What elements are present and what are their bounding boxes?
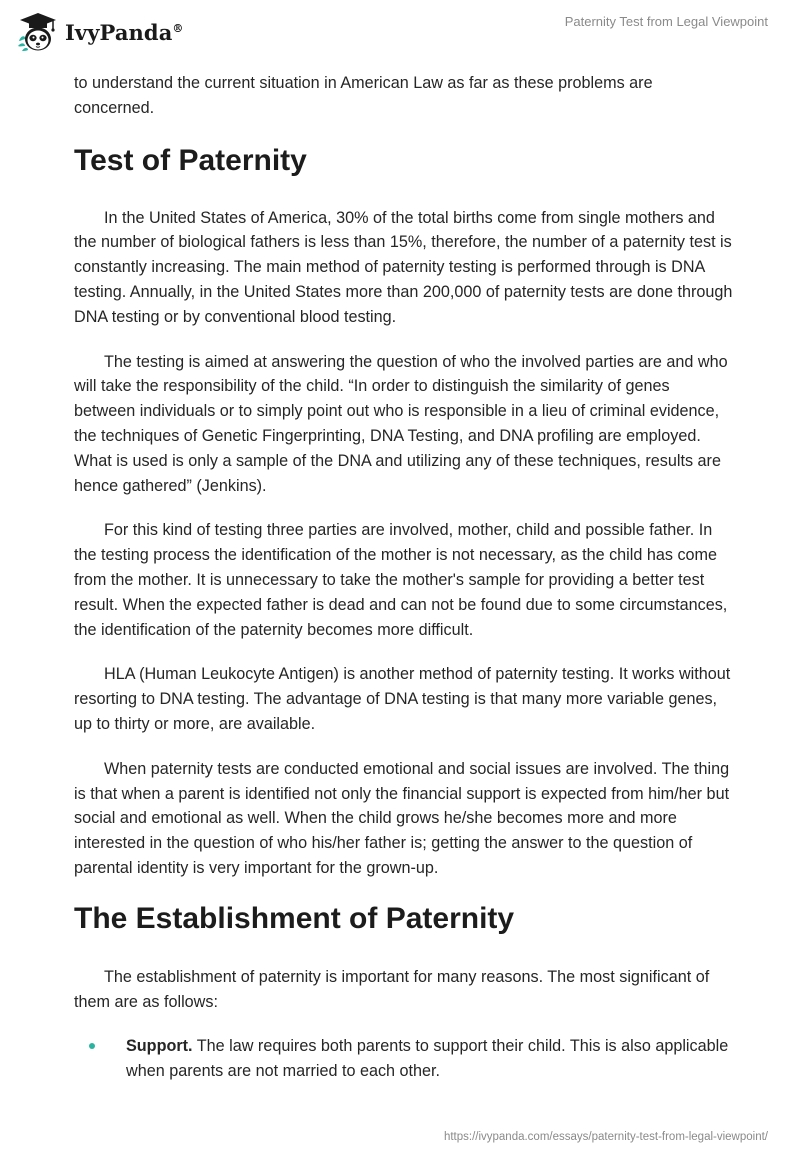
ivypanda-logo[interactable] [16, 11, 184, 53]
logo-text: IvyPanda® [65, 19, 184, 45]
section-heading-establishment-of-paternity: The Establishment of Paternity [74, 901, 515, 935]
header-page-title: Paternity Test from Legal Viewpoint [564, 14, 768, 29]
paragraph: In the United States of America, 30% of the total births come from single mothers and the number of biological fathers is less than 15%, therefore, the number of a paternity test is constantly increasing. The main method of paternity testing is performed through is DNA testing. Annually, in the United States more than 200,000 of paternity tests are done through DNA testing or by conventional blood testing. [74, 208, 733, 326]
intro-fragment-paragraph: to understand the current situation in American Law as far as these problems are concerned. [74, 74, 653, 117]
reasons-list [74, 1034, 734, 1084]
bullet-term: Support. [126, 1037, 193, 1056]
paragraph: HLA (Human Leukocyte Antigen) is another method of paternity testing. It works without resorting to DNA testing. The advantage of DNA testing is that many more variable genes, up to thirty or more, are available. [74, 665, 731, 733]
page-header [0, 0, 800, 64]
essay-content [74, 71, 734, 1084]
panda-graduate-icon [16, 11, 60, 53]
list-item [74, 1034, 734, 1084]
footer-source-url[interactable]: https://ivypanda.com/essays/paternity-test-from-legal-viewpoint/ [443, 1131, 768, 1143]
paragraph: The testing is aimed at answering the question of who the involved parties are and who will take the responsibility of the child. “In order to distinguish the similarity of genes between individuals or to simply point out who is responsible in a lieu of criminal evidence, the techniques of Genetic Fingerprinting, DNA Testing, and DNA profiling are employed. What is used is only a sample of the DNA and utilizing any of these techniques, results are hence gathered” (Jenkins). [74, 352, 728, 495]
paragraph: The establishment of paternity is important for many reasons. The most significant of them are as follows: [74, 967, 710, 1011]
section-heading-test-of-paternity: Test of Paternity [74, 143, 307, 177]
paragraph: When paternity tests are conducted emotional and social issues are involved. The thing is that when a parent is identified not only the financial support is expected from him/her but social and emotional as well. When the child grows he/she becomes more and more interested in the question of who his/her father is; getting the answer to the question of parental identity is very important for the grown-up. [74, 759, 730, 877]
bullet-text: The law requires both parents to support their child. This is also applicable when parents are not married to each other. [126, 1037, 729, 1081]
paragraph: For this kind of testing three parties are involved, mother, child and possible father. In the testing process the identification of the mother is not necessary, as the child has come from the mother. It is unnecessary to take the mother's sample for providing a better test result. When the expected father is dead and can not be found due to some circumstances, the identification of the paternity becomes more difficult. [74, 521, 728, 639]
bullet-dot-icon [89, 1043, 95, 1049]
